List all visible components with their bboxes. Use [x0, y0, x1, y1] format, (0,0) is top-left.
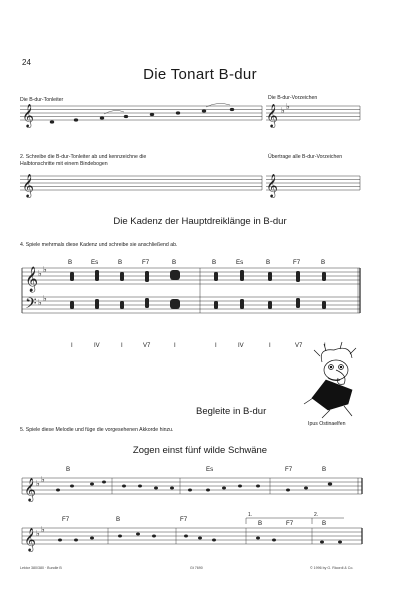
roman-numeral: I: [215, 343, 217, 349]
chord-symbol: B: [322, 520, 327, 527]
svg-text:𝄞: 𝄞: [25, 267, 39, 292]
key-signature-label: Die B-dur-Vorzeichen: [268, 95, 318, 101]
exercise-2-key-instruction: Übertrage alle B-dur-Vorzeichen: [268, 154, 343, 160]
volta-label: 1.: [248, 512, 253, 518]
chord-symbol: B: [258, 520, 263, 527]
chord-symbol: B: [118, 259, 123, 266]
cadence-instruction: 4. Spiele mehrmals diese Kadenz und schreibe sie anschließend ab.: [20, 242, 178, 248]
song-title: Zogen einst fünf wilde Schwäne: [132, 445, 268, 456]
chord-symbol: B: [68, 259, 73, 266]
volta-label: 2.: [314, 512, 319, 518]
cartoon-character-illustration: [304, 342, 356, 418]
chord-symbol: B: [322, 466, 327, 473]
staff-scale: [20, 106, 262, 120]
svg-text:𝄞: 𝄞: [266, 103, 278, 127]
chord-symbol: B: [321, 259, 326, 266]
scale-slurs: [104, 103, 230, 114]
roman-numeral: I: [121, 343, 123, 349]
roman-numeral: I: [269, 343, 271, 349]
page-title: Die Tonart B-dur: [143, 66, 257, 83]
footer-left: Lektor 380/380 · Bundle B: [20, 566, 62, 570]
chord-symbol: F7: [142, 259, 150, 266]
scale-label: Die B-dur-Tonleiter: [20, 97, 64, 103]
chord-symbol: B: [116, 516, 121, 523]
chord-symbol: Es: [206, 466, 214, 473]
roman-numeral: IV: [238, 343, 244, 349]
accompany-instruction: 5. Spiele diese Melodie und füge die vorgesehenen Akkorde hinzu.: [20, 427, 174, 433]
accompany-heading: Begleite in B-dur: [196, 406, 267, 417]
svg-text:𝄞: 𝄞: [24, 477, 36, 501]
chord-symbol: B: [212, 259, 217, 266]
roman-numeral: I: [174, 343, 176, 349]
roman-numeral: V7: [295, 343, 303, 349]
page-number: 24: [22, 58, 31, 67]
svg-text:♭: ♭: [41, 475, 45, 484]
chord-symbol: F7: [286, 520, 294, 527]
svg-text:♭: ♭: [281, 106, 285, 115]
chord-symbol: Es: [91, 259, 99, 266]
svg-text:𝄞: 𝄞: [22, 173, 34, 197]
chord-symbol: Es: [236, 259, 244, 266]
roman-numeral: I: [71, 343, 73, 349]
svg-text:𝄞: 𝄞: [22, 103, 34, 127]
chord-symbol: F7: [285, 466, 293, 473]
melody-notes-2: [58, 533, 342, 544]
illustration-caption: Ipus Ostinaelfen: [308, 421, 346, 427]
staff-key-signature-2: [266, 176, 360, 190]
roman-numeral: I: [324, 343, 326, 349]
svg-text:♭: ♭: [38, 298, 42, 307]
svg-text:♭: ♭: [43, 265, 47, 274]
svg-text:♭: ♭: [36, 479, 40, 488]
svg-text:♭: ♭: [41, 525, 45, 534]
staff-exercise: [20, 176, 262, 190]
melody-staff-2: [22, 518, 362, 544]
footer-right: © 1996 by G. Ricordi & Co.: [310, 566, 354, 570]
roman-numeral: IV: [94, 343, 100, 349]
svg-text:𝄢: 𝄢: [25, 295, 37, 316]
svg-text:𝄞: 𝄞: [266, 173, 278, 197]
chord-symbol: B: [66, 466, 71, 473]
exercise-2-instruction: 2. Schreibe die B-dur-Tonleiter ab und kennzeichne die Halbtonschritte mit einem Bindebogen: [20, 154, 147, 167]
cadence-heading: Die Kadenz der Hauptdreiklänge in B-dur: [113, 216, 287, 227]
svg-text:♭: ♭: [43, 294, 47, 303]
scale-notes: [50, 108, 234, 124]
svg-text:♭: ♭: [36, 529, 40, 538]
chord-symbol: F7: [180, 516, 188, 523]
chord-symbol: F7: [62, 516, 70, 523]
roman-numeral: V7: [143, 343, 151, 349]
svg-text:♭: ♭: [38, 269, 42, 278]
chord-symbol: B: [266, 259, 271, 266]
footer-center: Gt 7690: [190, 566, 203, 570]
svg-text:♭: ♭: [286, 102, 290, 111]
svg-text:𝄞: 𝄞: [24, 527, 36, 551]
chord-symbol: F7: [293, 259, 301, 266]
chord-symbol: B: [172, 259, 177, 266]
